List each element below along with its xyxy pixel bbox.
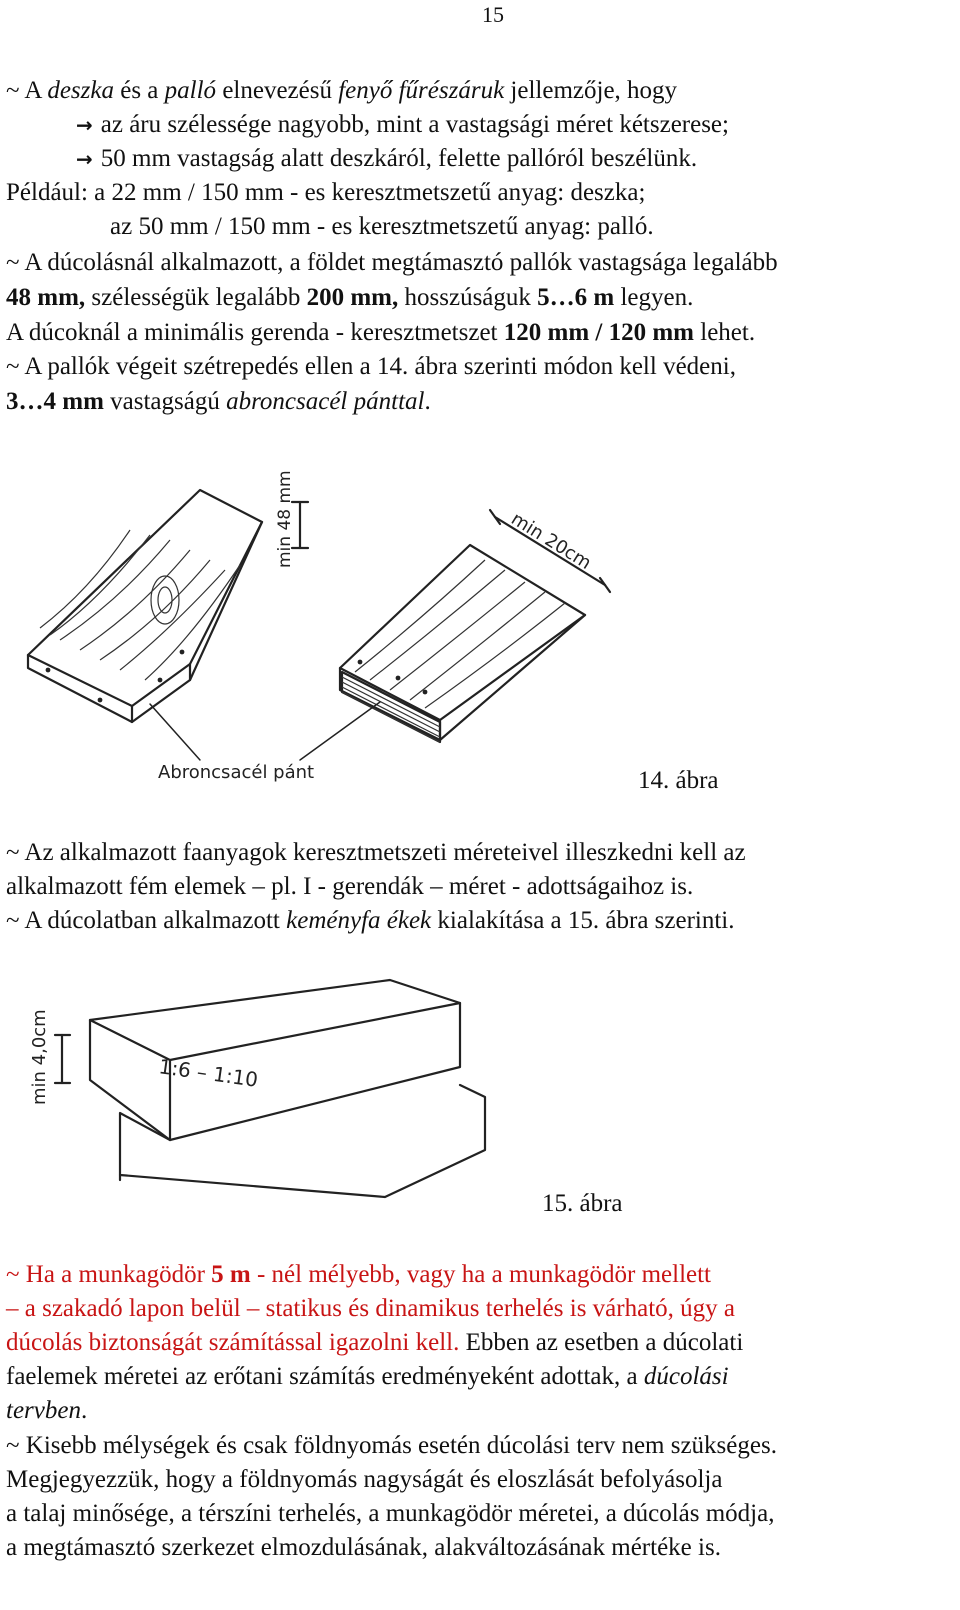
text-line: ~ A deszka és a palló elnevezésű fenyő fűrészáruk jellemzője, hogy bbox=[6, 77, 678, 104]
text-line: → 50 mm vastagság alatt deszkáról, felette pallóról beszélünk. bbox=[76, 145, 698, 172]
text-line: ~ A dúcolásnál alkalmazott, a földet megtámasztó pallók vastagsága legalább bbox=[6, 249, 778, 276]
text-line: ~ A dúcolatban alkalmazott keményfa ékek kialakítása a 15. ábra szerinti. bbox=[6, 907, 735, 934]
label-min-width: min 20cm bbox=[507, 508, 595, 574]
left-plank-sketch bbox=[28, 490, 262, 722]
label-steel-band: Abroncsacél pánt bbox=[158, 762, 315, 783]
label-min-thickness: min 48 mm bbox=[275, 470, 295, 568]
text-line: ~ Az alkalmazott faanyagok keresztmetszeti méreteivel illeszkedni kell az bbox=[6, 839, 746, 866]
text-line-highlighted: – a szakadó lapon belül – statikus és dinamikus terhelés is várható, úgy a bbox=[6, 1295, 735, 1322]
text-line: faelemek méretei az erőtani számítás eredményeként adottak, a dúcolási bbox=[6, 1363, 729, 1390]
text-line: dúcolás biztonságát számítással igazolni kell. Ebben az esetben a dúcolati bbox=[6, 1329, 744, 1356]
text-line: 48 mm, szélességük legalább 200 mm, hosszúságuk 5…6 m legyen. bbox=[6, 284, 694, 311]
text-line: A dúcoknál a minimális gerenda - keresztmetszet 120 mm / 120 mm lehet. bbox=[6, 319, 756, 346]
base-block-sketch bbox=[120, 1085, 485, 1197]
text-line: 3…4 mm vastagságú abroncsacél pánttal. bbox=[6, 388, 431, 415]
text-line: ~ A pallók végeit szétrepedés ellen a 14. ábra szerinti módon kell védeni, bbox=[6, 353, 736, 380]
page-number: 15 bbox=[482, 2, 504, 27]
text-line: a megtámasztó szerkezet elmozdulásának, alakváltozásának mértéke is. bbox=[6, 1534, 721, 1561]
text-line: Például: a 22 mm / 150 mm - es keresztmetszetű anyag: deszka; bbox=[6, 179, 646, 206]
arrow-right-icon: → bbox=[76, 113, 93, 137]
text-line: a talaj minősége, a térszíni terhelés, a munkagödör méretei, a dúcolás módja, bbox=[6, 1500, 775, 1527]
text-line-highlighted: ~ Ha a munkagödör 5 m - nél mélyebb, vagy ha a munkagödör mellett bbox=[6, 1261, 711, 1288]
text-line: tervben. bbox=[6, 1397, 88, 1424]
figure-14-drawing bbox=[0, 450, 640, 800]
figure-15-caption: 15. ábra bbox=[542, 1190, 623, 1217]
text-line: → az áru szélessége nagyobb, mint a vastagsági méret kétszerese; bbox=[76, 111, 729, 138]
text-line: alkalmazott fém elemek – pl. I - gerendák – méret - adottságaihoz is. bbox=[6, 873, 694, 900]
wedge-block-sketch bbox=[90, 980, 460, 1140]
arrow-right-icon: → bbox=[76, 147, 93, 171]
label-slope: 1:6 – 1:10 bbox=[157, 1054, 260, 1092]
label-min-height: min 4,0cm bbox=[29, 1009, 50, 1105]
right-plank-sketch bbox=[340, 545, 585, 742]
text-line: az 50 mm / 150 mm - es keresztmetszetű anyag: palló. bbox=[110, 213, 654, 240]
text-line: Megjegyezzük, hogy a földnyomás nagyságát és eloszlását befolyásolja bbox=[6, 1466, 723, 1493]
figure-14-caption: 14. ábra bbox=[638, 767, 719, 794]
figure-15-drawing bbox=[0, 965, 540, 1225]
text-line: ~ Kisebb mélységek és csak földnyomás esetén dúcolási terv nem szükséges. bbox=[6, 1432, 777, 1459]
